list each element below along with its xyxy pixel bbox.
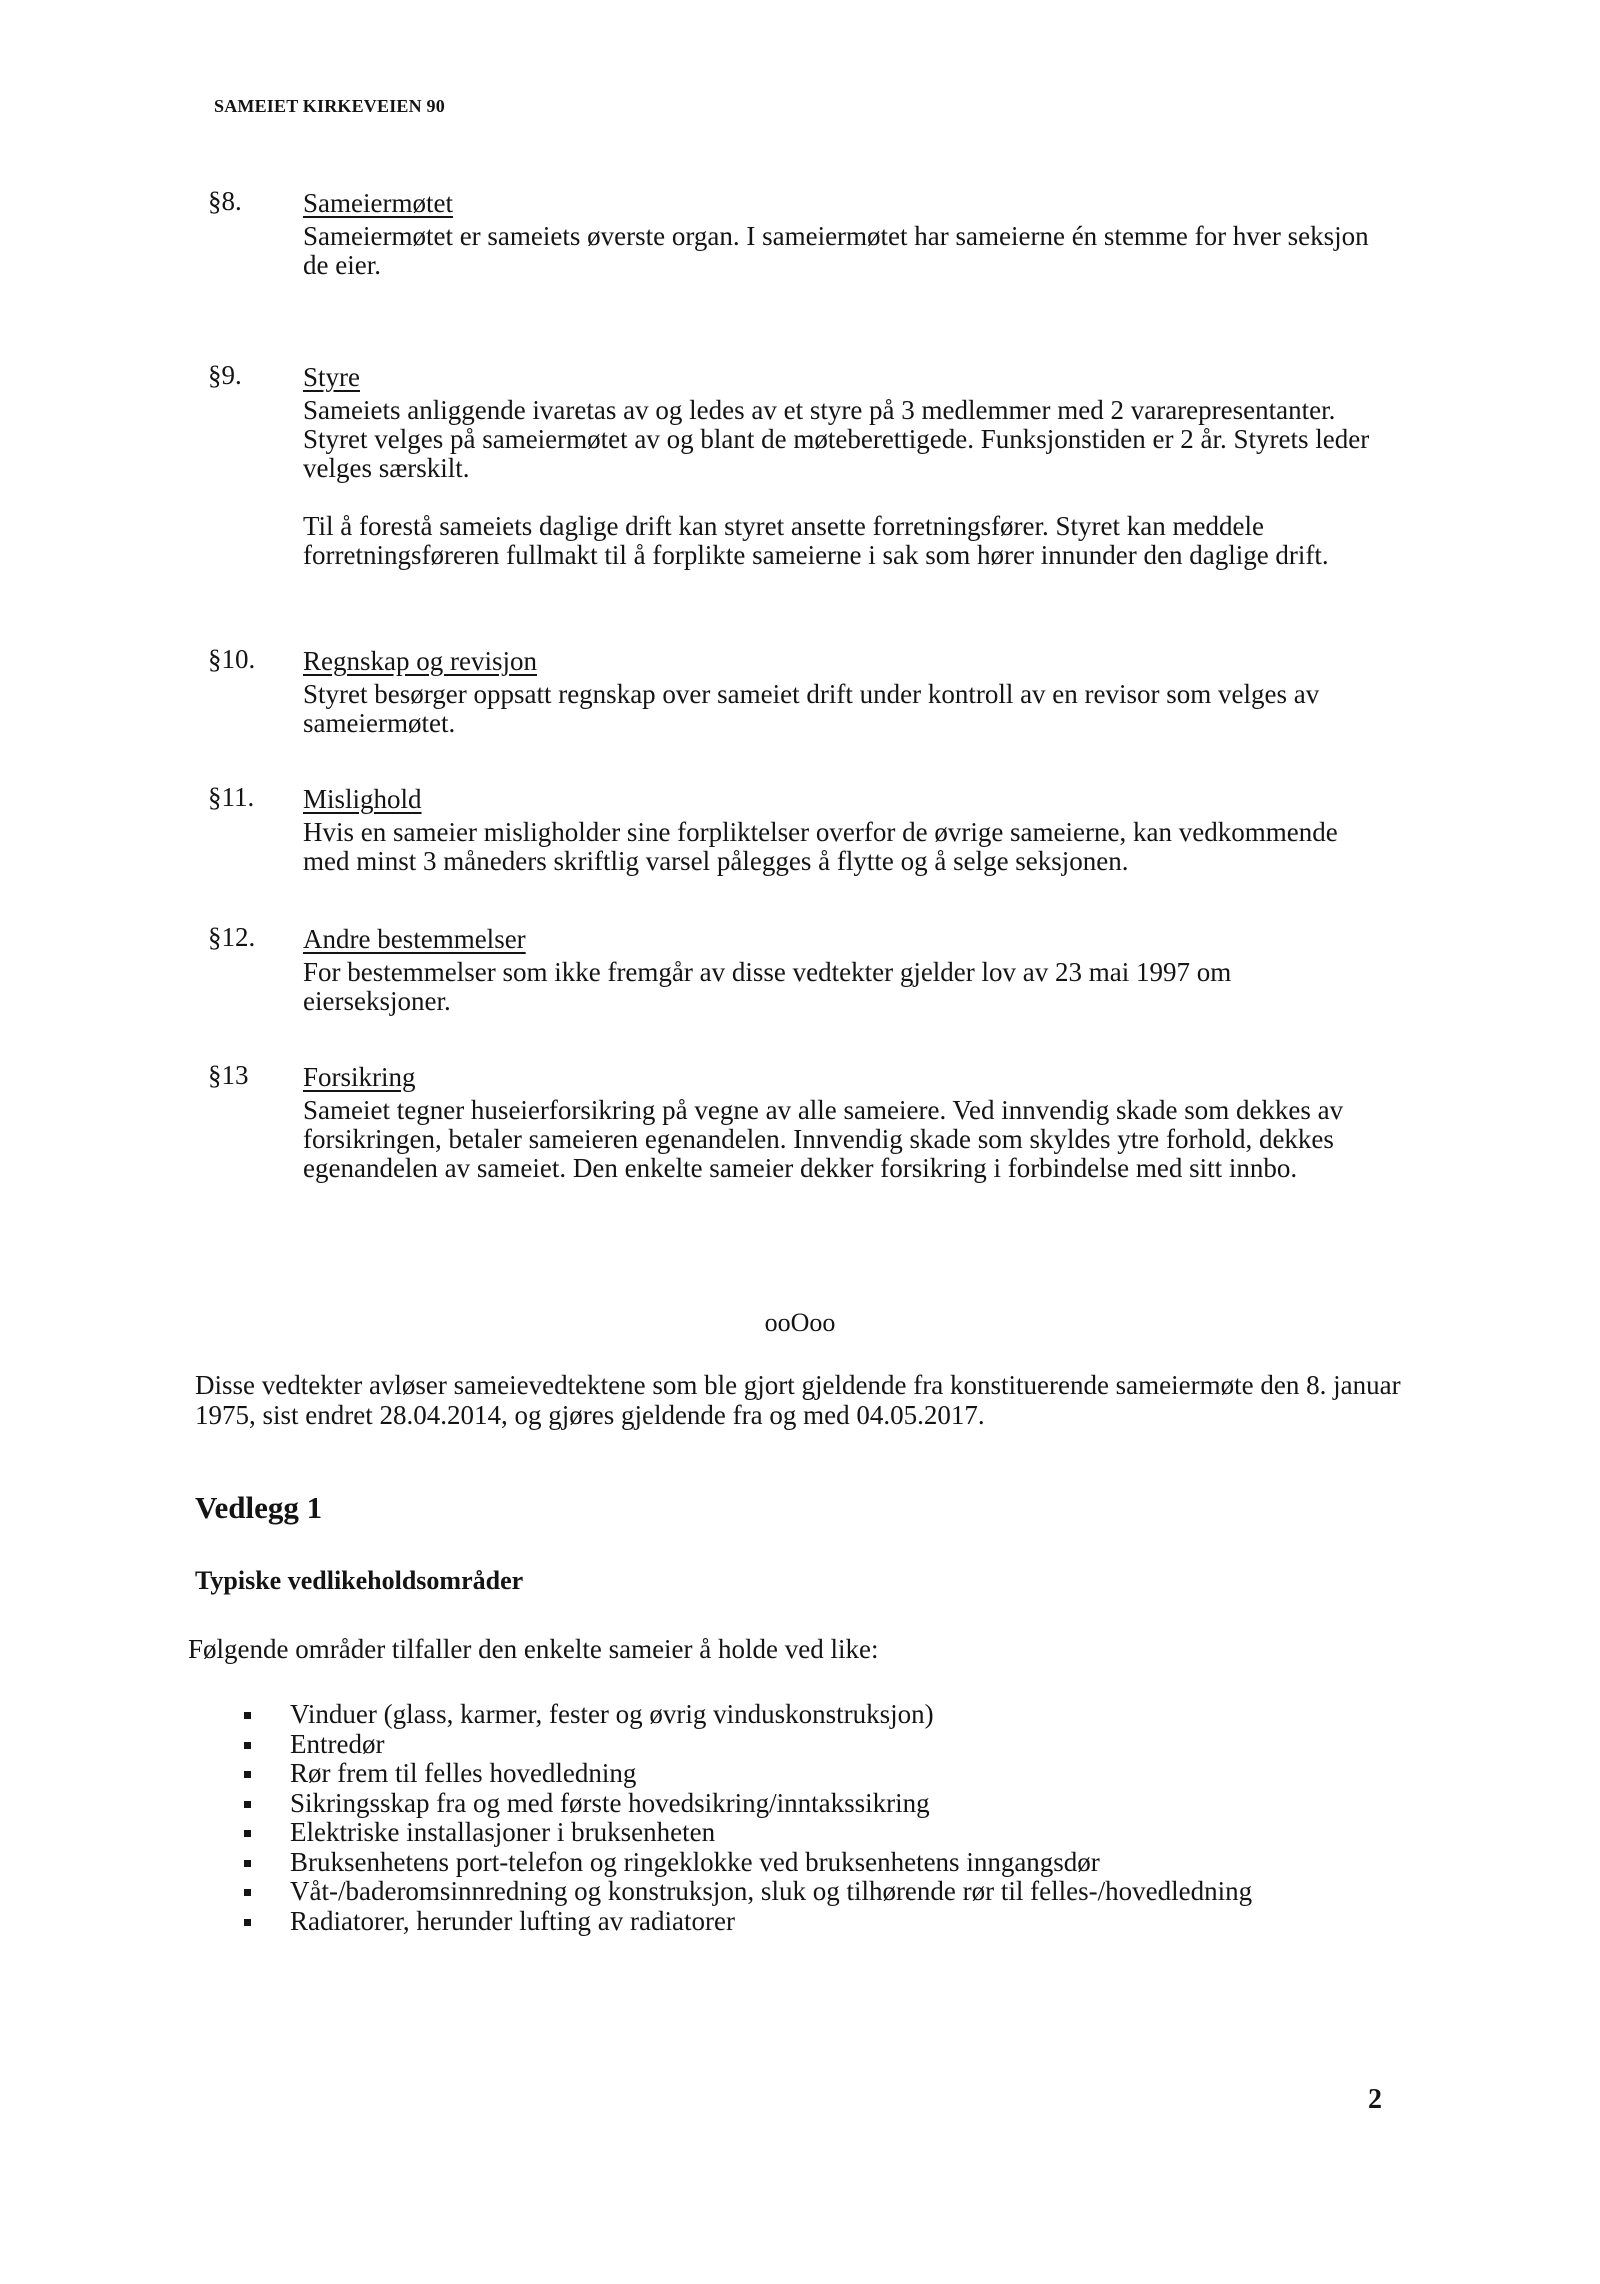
paragraph: For bestemmelser som ikke fremgår av disse vedtekter gjelder lov av 23 mai 1997 om eierseksjoner. — [303, 957, 1232, 1016]
section-body — [303, 1096, 1398, 1183]
list-item: Elektriske installasjoner i bruksenheten — [240, 1818, 1252, 1848]
separator: ooOoo — [764, 1308, 836, 1337]
section-number: §9. — [208, 360, 242, 390]
list-item: Sikringsskap fra og med første hovedsikring/inntakssikring — [240, 1789, 1252, 1819]
list-item: Entredør — [240, 1730, 1252, 1760]
appendix-subtitle: Typiske vedlikeholdsområder — [195, 1566, 524, 1595]
page-number: 2 — [1368, 2084, 1382, 2115]
section-body — [303, 222, 1398, 280]
paragraph: Sameiermøtet er sameiets øverste organ. I sameiermøtet har sameierne én stemme for hver seksjon de eier. — [303, 221, 1369, 280]
list-item: Bruksenhetens port-telefon og ringeklokke ved bruksenhetens inngangsdør — [240, 1848, 1252, 1878]
paragraph: Sameiets anliggende ivaretas av og ledes av et styre på 3 medlemmer med 2 vararepresentanter. Styret velges på sameiermøtet av og blant de møteberettigede. Funksjonstiden er 2 år. Styrets leder velges særskilt. — [303, 395, 1370, 483]
section-number: §11. — [208, 782, 255, 812]
section-number: §13 — [208, 1060, 249, 1090]
section-number: §10. — [208, 644, 256, 674]
section-body — [303, 818, 1398, 876]
section-body — [303, 680, 1398, 738]
paragraph: Styret besørger oppsatt regnskap over sameiet drift under kontroll av en revisor som velges av sameiermøtet. — [303, 679, 1320, 738]
section-number: §8. — [208, 186, 242, 216]
section-8 — [208, 186, 1398, 280]
section-title: Mislighold — [303, 784, 422, 814]
paragraph: Til å forestå sameiets daglige drift kan styret ansette forretningsfører. Styret kan meddele forretningsføreren fullmakt til å forplikte sameierne i sak som hører innunder den daglige drift. — [303, 511, 1329, 570]
section-title: Forsikring — [303, 1062, 416, 1092]
section-body — [303, 958, 1398, 1016]
section-number: §12. — [208, 922, 256, 952]
section-13 — [208, 1060, 1398, 1183]
section-title: Styre — [303, 362, 360, 392]
document-header: SAMEIET KIRKEVEIEN 90 — [214, 96, 445, 116]
section-title: Sameiermøtet — [303, 188, 453, 218]
list-item: Våt-/baderomsinnredning og konstruksjon, sluk og tilhørende rør til felles-/hovedledning — [240, 1877, 1252, 1907]
section-11 — [208, 782, 1398, 876]
paragraph: Hvis en sameier misligholder sine forpliktelser overfor de øvrige sameierne, kan vedkommende med minst 3 måneders skriftlig varsel pålegges å flytte og å selge seksjonen. — [303, 817, 1338, 876]
section-title: Regnskap og revisjon — [303, 646, 537, 676]
paragraph: Sameiet tegner huseierforsikring på vegne av alle sameiere. Ved innvendig skade som dekkes av forsikringen, betaler sameieren egenandelen. Innvendig skade som skyldes ytre forhold, dekkes egenandelen av sameiet. Den enkelte sameier dekker forsikring i forbindelse med sitt innbo. — [303, 1095, 1344, 1183]
appendix-title: Vedlegg 1 — [195, 1490, 323, 1525]
section-10 — [208, 644, 1398, 738]
section-9 — [208, 360, 1398, 570]
appendix-intro: Følgende områder tilfaller den enkelte sameier å holde ved like: — [188, 1634, 879, 1664]
section-12 — [208, 922, 1398, 1016]
list-item: Vinduer (glass, karmer, fester og øvrig vinduskonstruksjon) — [240, 1700, 1252, 1730]
list-item: Rør frem til felles hovedledning — [240, 1759, 1252, 1789]
list-item: Radiatorer, herunder lufting av radiatorer — [240, 1907, 1252, 1937]
maintenance-list — [240, 1700, 1252, 1936]
section-title: Andre bestemmelser — [303, 924, 526, 954]
closing-paragraph: Disse vedtekter avløser sameievedtektene som ble gjort gjeldende fra konstituerende sameiermøte den 8. januar 1975, sist endret 28.04.2014, og gjøres gjeldende fra og med 04.05.2017. — [195, 1370, 1401, 1430]
section-body — [303, 396, 1398, 570]
